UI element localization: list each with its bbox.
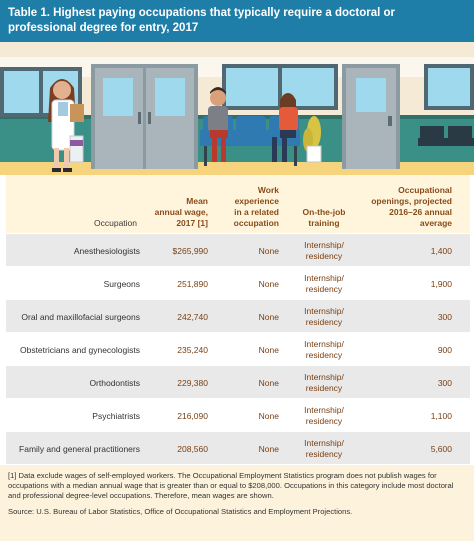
col-wage-header-line: Mean xyxy=(186,196,208,206)
cell-ojt xyxy=(289,333,359,366)
col-open-header-line: Occupational xyxy=(398,185,452,195)
table-row xyxy=(6,398,470,431)
col-exp-header-line: in a related xyxy=(234,207,279,217)
col-wage-header-line: 2017 [1] xyxy=(176,218,208,228)
cell-wage: 208,560 xyxy=(177,443,208,454)
col-openings-header xyxy=(360,185,452,229)
cell-openings: 1,900 xyxy=(430,278,452,289)
cell-ojt xyxy=(289,399,359,432)
cell-openings: 5,600 xyxy=(430,443,452,454)
cell-openings: 1,100 xyxy=(430,410,452,421)
table-row xyxy=(6,299,470,332)
cell-experience: None xyxy=(258,377,279,388)
cell-ojt xyxy=(289,366,359,399)
medical-cart xyxy=(70,136,83,162)
cell-ojt-line: residency xyxy=(305,349,343,360)
cell-occupation: Psychiatrists xyxy=(92,410,140,421)
col-ojt-header xyxy=(289,207,359,229)
col-open-header-line: 2016–26 annual xyxy=(389,207,452,217)
cell-ojt xyxy=(289,300,359,333)
cell-ojt-line: Internship/ xyxy=(304,305,344,316)
table-header xyxy=(6,175,470,233)
cell-ojt-line: residency xyxy=(305,382,343,393)
occupations-table xyxy=(6,233,470,464)
double-door xyxy=(91,64,198,169)
cell-occupation: Orthodontists xyxy=(89,377,140,388)
col-open-header-line: average xyxy=(419,218,452,228)
cell-wage: 229,380 xyxy=(177,377,208,388)
table-row xyxy=(6,332,470,365)
cell-occupation: Surgeons xyxy=(103,278,140,289)
table-row xyxy=(6,233,470,266)
cell-ojt-line: Internship/ xyxy=(304,239,344,250)
cell-occupation: Oral and maxillofacial surgeons xyxy=(21,311,140,322)
cell-experience: None xyxy=(258,311,279,322)
table-row xyxy=(6,266,470,299)
cell-experience: None xyxy=(258,443,279,454)
cell-openings: 300 xyxy=(437,377,452,388)
cell-ojt-line: residency xyxy=(305,415,343,426)
cell-wage: 235,240 xyxy=(177,344,208,355)
table-title: Table 1. Highest paying occupations that typically require a doctoral or professional degree for entry, 2017 xyxy=(0,0,474,42)
cell-wage: $265,990 xyxy=(172,245,208,256)
cell-occupation: Obstetricians and gynecologists xyxy=(19,344,140,355)
cell-wage: 251,890 xyxy=(177,278,208,289)
col-experience-header xyxy=(214,185,279,229)
cell-openings: 900 xyxy=(437,344,452,355)
cell-experience: None xyxy=(258,344,279,355)
cell-openings: 1,400 xyxy=(430,245,452,256)
cell-ojt-line: residency xyxy=(305,448,343,459)
cell-ojt-line: residency xyxy=(305,250,343,261)
col-exp-header-line: occupation xyxy=(233,218,279,228)
hospital-waiting-room-illustration xyxy=(0,42,474,175)
cell-ojt-line: Internship/ xyxy=(304,404,344,415)
cell-ojt-line: residency xyxy=(305,316,343,327)
cell-ojt-line: residency xyxy=(305,283,343,294)
cell-experience: None xyxy=(258,278,279,289)
table-row xyxy=(6,365,470,398)
col-open-header-line: openings, projected xyxy=(371,196,452,206)
cell-ojt-line: Internship/ xyxy=(304,338,344,349)
footnote: [1] Data exclude wages of self-employed workers. The Occupational Employment Statistics program does not publish wages for occupations with a median annual wage that is greater than or equal to $208,000. Occupations in this category include most doctoral and professional degree-level occupations. Therefore, mean wages are shown. xyxy=(8,471,454,500)
cell-ojt xyxy=(289,234,359,267)
cell-ojt xyxy=(289,267,359,300)
cell-wage: 216,090 xyxy=(177,410,208,421)
source-note: Source: U.S. Bureau of Labor Statistics, Office of Occupational Statistics and Employment Projections. xyxy=(8,507,353,516)
cell-ojt-line: Internship/ xyxy=(304,371,344,382)
cell-ojt-line: Internship/ xyxy=(304,272,344,283)
table-footer xyxy=(0,465,474,541)
col-wage-header-line: annual wage, xyxy=(154,207,208,217)
cell-ojt-line: Internship/ xyxy=(304,437,344,448)
cell-experience: None xyxy=(258,245,279,256)
cell-openings: 300 xyxy=(437,311,452,322)
cell-wage: 242,740 xyxy=(177,311,208,322)
col-ojt-header-line: On-the-job xyxy=(302,207,346,217)
col-ojt-header-line: training xyxy=(308,218,340,228)
cell-occupation: Anesthesiologists xyxy=(73,245,140,256)
table-row xyxy=(6,431,470,464)
col-exp-header-line: experience xyxy=(234,196,279,206)
col-wage-header xyxy=(146,196,208,229)
window-right xyxy=(424,64,474,110)
cell-occupation: Family and general practitioners xyxy=(19,443,140,454)
cell-experience: None xyxy=(258,410,279,421)
col-exp-header-line: Work xyxy=(257,185,279,195)
col-occupation-header: Occupation xyxy=(94,218,137,228)
single-door xyxy=(342,64,400,169)
cell-ojt xyxy=(289,432,359,465)
